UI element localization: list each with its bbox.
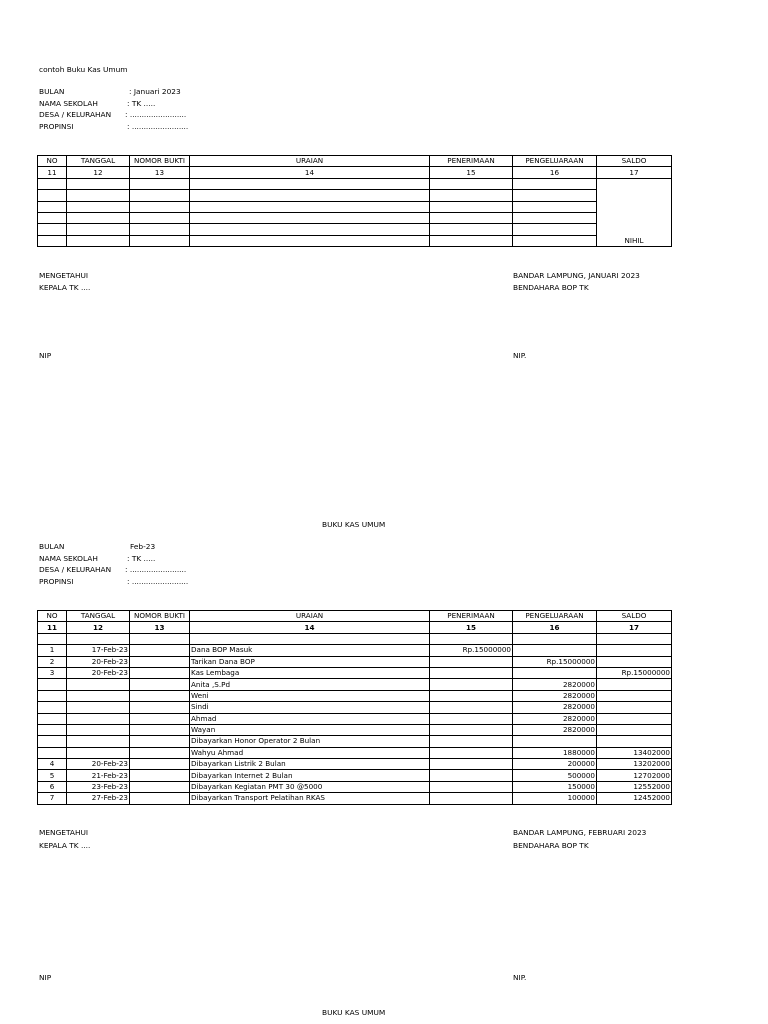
cell-uraian: Dibayarkan Honor Operator 2 Bulan [190, 736, 430, 747]
table-cell [190, 212, 430, 223]
cell-saldo: 13402000 [597, 747, 672, 758]
header-cell: PENGELUARAAN [513, 156, 597, 167]
table-cell [513, 190, 597, 201]
table-cell [513, 212, 597, 223]
cell-penerimaan [430, 781, 513, 792]
table-cell [67, 224, 130, 235]
table-cell [38, 190, 67, 201]
table-cell [513, 201, 597, 212]
table-row [38, 235, 672, 246]
info-value: Feb-23 [130, 542, 156, 551]
sign-right-line1: BANDAR LAMPUNG, JANUARI 2023 [513, 271, 640, 280]
table-cell [130, 633, 190, 644]
table-cell [67, 201, 130, 212]
cell-penerimaan [430, 656, 513, 667]
cell-saldo: 12702000 [597, 770, 672, 781]
info-label: PROPINSI [39, 577, 74, 586]
cell-saldo [597, 656, 672, 667]
cell-saldo: 12552000 [597, 781, 672, 792]
cell-no: 6 [38, 781, 67, 792]
header-cell: TANGGAL [67, 156, 130, 167]
table-row [38, 713, 672, 724]
sign-left-line1: MENGETAHUI [39, 828, 89, 837]
cell-penerimaan [430, 759, 513, 770]
cell-uraian: Tarikan Dana BOP [190, 656, 430, 667]
table-cell [190, 178, 430, 189]
cell-nomor-bukti [130, 759, 190, 770]
cell-saldo: Rp.15000000 [597, 667, 672, 678]
cell-penerimaan [430, 793, 513, 804]
cell-tanggal [67, 724, 130, 735]
header-cell: PENERIMAAN [430, 611, 513, 622]
header-cell: PENERIMAAN [430, 156, 513, 167]
cell-uraian: Weni [190, 690, 430, 701]
nip-left: NIP [39, 973, 52, 982]
cell-pengeluaran: 2820000 [513, 702, 597, 713]
table-cell [190, 235, 430, 246]
saldo-nihil: NIHIL [597, 178, 672, 246]
table-cell [130, 190, 190, 201]
table-cell [190, 224, 430, 235]
header-cell: NO [38, 156, 67, 167]
cell-saldo [597, 645, 672, 656]
cell-no: 5 [38, 770, 67, 781]
column-number: 11 [38, 622, 67, 633]
cell-saldo [597, 690, 672, 701]
cell-saldo: 13202000 [597, 759, 672, 770]
cell-no [38, 713, 67, 724]
nip-right: NIP. [513, 973, 527, 982]
table-cell [513, 224, 597, 235]
table-cell [430, 201, 513, 212]
table-row [38, 645, 672, 656]
cell-no: 7 [38, 793, 67, 804]
sign-right-line2: BENDAHARA BOP TK [513, 283, 589, 292]
info-value: : ........................ [125, 110, 187, 119]
cell-penerimaan [430, 679, 513, 690]
table-cell [430, 224, 513, 235]
table-cell [38, 633, 67, 644]
cell-penerimaan [430, 690, 513, 701]
table-row [38, 747, 672, 758]
cell-nomor-bukti [130, 713, 190, 724]
header-cell: SALDO [597, 156, 672, 167]
kas-table-feb [37, 610, 672, 805]
cell-tanggal [67, 736, 130, 747]
cell-tanggal [67, 690, 130, 701]
cell-no [38, 736, 67, 747]
cell-saldo: 12452000 [597, 793, 672, 804]
table-row [38, 770, 672, 781]
column-number: 15 [430, 622, 513, 633]
cell-nomor-bukti [130, 724, 190, 735]
cell-pengeluaran: 500000 [513, 770, 597, 781]
cell-penerimaan: Rp.15000000 [430, 645, 513, 656]
info-label: DESA / KELURAHAN [39, 110, 112, 119]
table-cell [67, 190, 130, 201]
cell-nomor-bukti [130, 781, 190, 792]
section-title: BUKU KAS UMUM [322, 520, 386, 529]
cell-saldo [597, 679, 672, 690]
info-label: PROPINSI [39, 122, 74, 131]
cell-tanggal: 20-Feb-23 [67, 667, 130, 678]
cell-penerimaan [430, 702, 513, 713]
header-cell: NOMOR BUKTI [130, 611, 190, 622]
cell-uraian: Wayan [190, 724, 430, 735]
cell-pengeluaran [513, 667, 597, 678]
table-cell [190, 201, 430, 212]
cell-tanggal [67, 702, 130, 713]
cell-uraian: Dana BOP Masuk [190, 645, 430, 656]
table-cell [38, 178, 67, 189]
cell-pengeluaran: 200000 [513, 759, 597, 770]
table-row [38, 759, 672, 770]
table-cell [513, 235, 597, 246]
sign-left-line1: MENGETAHUI [39, 271, 89, 280]
cell-penerimaan [430, 667, 513, 678]
cell-nomor-bukti [130, 770, 190, 781]
cell-nomor-bukti [130, 747, 190, 758]
header-cell: NO [38, 611, 67, 622]
cell-pengeluaran [513, 645, 597, 656]
info-label: DESA / KELURAHAN [39, 565, 112, 574]
column-number: 15 [430, 167, 513, 178]
cell-penerimaan [430, 724, 513, 735]
table-cell [130, 235, 190, 246]
cell-penerimaan [430, 747, 513, 758]
column-number-row [38, 622, 672, 633]
cell-tanggal: 23-Feb-23 [67, 781, 130, 792]
cell-uraian: Sindi [190, 702, 430, 713]
table-row [38, 690, 672, 701]
doc-title: contoh Buku Kas Umum [39, 65, 128, 74]
table-row [38, 702, 672, 713]
table-row [38, 781, 672, 792]
kas-table-jan [37, 155, 672, 247]
table-row [38, 178, 672, 189]
column-number: 14 [190, 167, 430, 178]
header-cell: URAIAN [190, 611, 430, 622]
transaction-rows [38, 645, 672, 804]
cell-uraian: Dibayarkan Kegiatan PMT 30 @5000 [190, 781, 430, 792]
cell-pengeluaran: 2820000 [513, 724, 597, 735]
table-cell [513, 633, 597, 644]
cell-no [38, 690, 67, 701]
table-cell [67, 178, 130, 189]
cell-uraian: Anita ,S.Pd [190, 679, 430, 690]
nip-right: NIP. [513, 351, 527, 360]
header-row [38, 611, 672, 622]
section-title: BUKU KAS UMUM [322, 1008, 386, 1017]
info-value: : TK ..... [127, 554, 156, 563]
table-cell [130, 178, 190, 189]
cell-pengeluaran: 100000 [513, 793, 597, 804]
table-cell [430, 178, 513, 189]
cell-nomor-bukti [130, 645, 190, 656]
cell-nomor-bukti [130, 679, 190, 690]
table-cell [190, 633, 430, 644]
cell-no [38, 724, 67, 735]
cell-no [38, 747, 67, 758]
cell-pengeluaran [513, 736, 597, 747]
cell-tanggal: 21-Feb-23 [67, 770, 130, 781]
table-row [38, 201, 672, 212]
table-row [38, 793, 672, 804]
cell-pengeluaran: 2820000 [513, 679, 597, 690]
cell-nomor-bukti [130, 793, 190, 804]
cell-no: 3 [38, 667, 67, 678]
header-row [38, 156, 672, 167]
info-value: : Januari 2023 [129, 87, 181, 96]
cell-uraian: Wahyu Ahmad [190, 747, 430, 758]
cell-uraian: Dibayarkan Listrik 2 Bulan [190, 759, 430, 770]
table-row [38, 736, 672, 747]
sign-left-line2: KEPALA TK .... [39, 841, 91, 850]
table-cell [38, 201, 67, 212]
table-cell [597, 633, 672, 644]
cell-nomor-bukti [130, 656, 190, 667]
column-number: 12 [67, 622, 130, 633]
cell-penerimaan [430, 713, 513, 724]
cell-nomor-bukti [130, 736, 190, 747]
cell-pengeluaran: 1880000 [513, 747, 597, 758]
column-number: 14 [190, 622, 430, 633]
cell-tanggal [67, 713, 130, 724]
cell-saldo [597, 724, 672, 735]
cell-pengeluaran: 150000 [513, 781, 597, 792]
column-number-row [38, 167, 672, 178]
header-cell: PENGELUARAAN [513, 611, 597, 622]
table-cell [67, 633, 130, 644]
cell-pengeluaran: 2820000 [513, 690, 597, 701]
cell-tanggal [67, 679, 130, 690]
cell-tanggal: 20-Feb-23 [67, 656, 130, 667]
column-number: 16 [513, 622, 597, 633]
table-row [38, 656, 672, 667]
cell-penerimaan [430, 736, 513, 747]
table-cell [67, 212, 130, 223]
header-cell: URAIAN [190, 156, 430, 167]
cell-no [38, 702, 67, 713]
column-number: 17 [597, 622, 672, 633]
cell-uraian: Dibayarkan Internet 2 Bulan [190, 770, 430, 781]
table-row [38, 679, 672, 690]
table-cell [67, 235, 130, 246]
sign-right-line2: BENDAHARA BOP TK [513, 841, 589, 850]
cell-no [38, 679, 67, 690]
column-number: 12 [67, 167, 130, 178]
sign-right-line1: BANDAR LAMPUNG, FEBRUARI 2023 [513, 828, 647, 837]
table-cell [38, 235, 67, 246]
sign-left-line2: KEPALA TK .... [39, 283, 91, 292]
cell-nomor-bukti [130, 690, 190, 701]
info-label: NAMA SEKOLAH [39, 99, 98, 108]
table-cell [430, 190, 513, 201]
table-cell [430, 633, 513, 644]
cell-tanggal [67, 747, 130, 758]
info-label: BULAN [39, 87, 65, 96]
nip-left: NIP [39, 351, 52, 360]
table-row [38, 667, 672, 678]
column-number: 16 [513, 167, 597, 178]
cell-uraian: Kas Lembaga [190, 667, 430, 678]
table-row [38, 724, 672, 735]
info-label: BULAN [39, 542, 65, 551]
cell-uraian: Ahmad [190, 713, 430, 724]
cell-tanggal: 20-Feb-23 [67, 759, 130, 770]
header-cell: SALDO [597, 611, 672, 622]
table-cell [38, 224, 67, 235]
cell-nomor-bukti [130, 667, 190, 678]
spacer-row [38, 633, 672, 644]
info-value: : ........................ [127, 122, 189, 131]
cell-pengeluaran: 2820000 [513, 713, 597, 724]
table-cell [130, 224, 190, 235]
info-label: NAMA SEKOLAH [39, 554, 98, 563]
table-cell [513, 178, 597, 189]
table-cell [38, 212, 67, 223]
cell-no: 2 [38, 656, 67, 667]
column-number: 13 [130, 622, 190, 633]
table-cell [130, 201, 190, 212]
cell-uraian: Dibayarkan Transport Pelatihan RKAS [190, 793, 430, 804]
cell-saldo [597, 702, 672, 713]
table-row [38, 224, 672, 235]
info-value: : ........................ [125, 565, 187, 574]
info-value: : TK ..... [127, 99, 156, 108]
table-cell [190, 190, 430, 201]
cell-tanggal: 17-Feb-23 [67, 645, 130, 656]
table-cell [430, 235, 513, 246]
column-number: 11 [38, 167, 67, 178]
cell-penerimaan [430, 770, 513, 781]
header-cell: TANGGAL [67, 611, 130, 622]
cell-no: 4 [38, 759, 67, 770]
info-value: : ........................ [127, 577, 189, 586]
header-cell: NOMOR BUKTI [130, 156, 190, 167]
table-cell [430, 212, 513, 223]
column-number: 17 [597, 167, 672, 178]
cell-pengeluaran: Rp.15000000 [513, 656, 597, 667]
table-row [38, 212, 672, 223]
cell-saldo [597, 736, 672, 747]
cell-no: 1 [38, 645, 67, 656]
column-number: 13 [130, 167, 190, 178]
table-cell [130, 212, 190, 223]
cell-nomor-bukti [130, 702, 190, 713]
cell-saldo [597, 713, 672, 724]
cell-tanggal: 27-Feb-23 [67, 793, 130, 804]
table-row [38, 190, 672, 201]
